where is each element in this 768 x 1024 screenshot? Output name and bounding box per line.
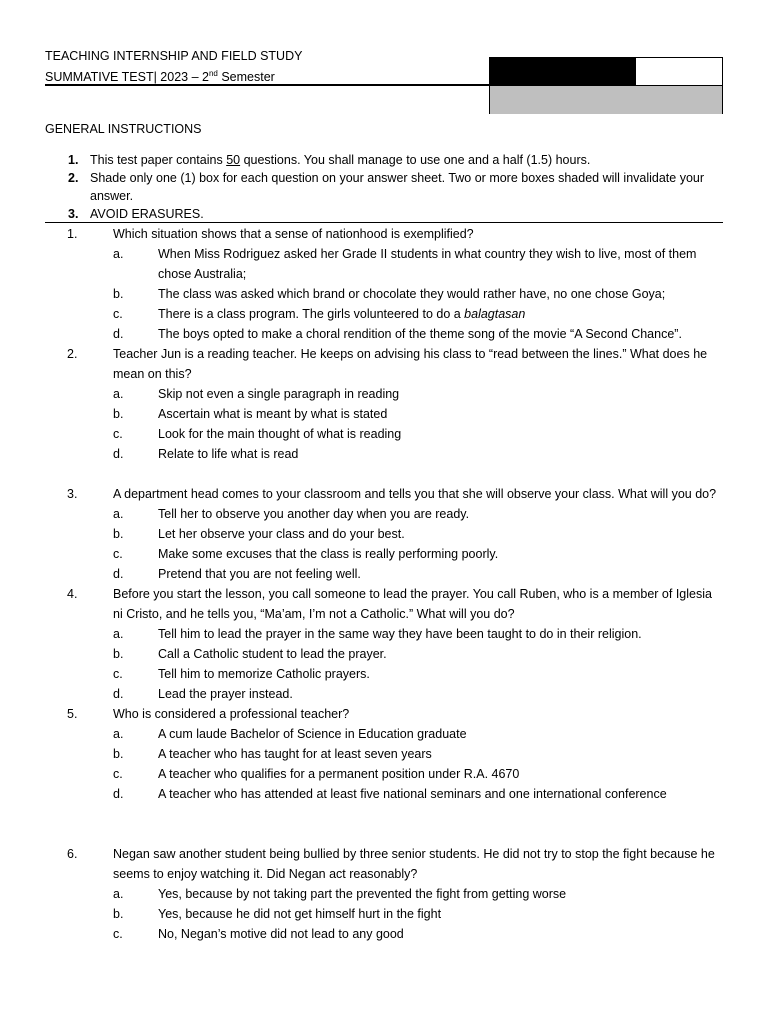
question-3: 3. A department head comes to your classroom and tells you that she will observe your class. What will you do? <box>67 487 717 501</box>
test-subtitle: SUMMATIVE TEST| 2023 – 2nd Semester <box>45 69 275 85</box>
instructions-list <box>45 151 725 223</box>
questions-divider <box>45 222 723 223</box>
course-title: TEACHING INTERNSHIP AND FIELD STUDY <box>45 49 303 63</box>
question-6: 6. Negan saw another student being bullied by three senior students. He did not try to stop the fight because he seems to enjoy watching it. Did Negan act reasonably? <box>67 847 715 881</box>
option: b. Call a Catholic student to lead the prayer. <box>113 647 387 661</box>
option: d. Pretend that you are not feeling well. <box>113 567 361 581</box>
option: b. A teacher who has taught for at least seven years <box>113 747 432 761</box>
option: a. Skip not even a single paragraph in reading <box>113 387 400 401</box>
option: a. When Miss Rodriguez asked her Grade II students in what country they wish to live, most of them chose Australia; <box>113 247 697 281</box>
option: a. Tell him to lead the prayer in the same way they have been taught to do in their religion. <box>113 627 642 641</box>
option: a. Yes, because by not taking part the prevented the fight from getting worse <box>113 887 567 901</box>
option: c. No, Negan’s motive did not lead to any good <box>113 927 404 941</box>
question-2: 2. Teacher Jun is a reading teacher. He keeps on advising his class to “read between the lines.” What does he mean on this? <box>67 347 708 381</box>
instruction-item: 3. AVOID ERASURES. <box>68 207 204 221</box>
question-4: 4. Before you start the lesson, you call someone to lead the prayer. You call Ruben, who is a member of Iglesia ni Cristo, and he tells you, “Ma’am, I’m not a Catholic.” What will you do? <box>67 587 712 621</box>
option: d. A teacher who has attended at least five national seminars and one international conference <box>113 787 667 801</box>
question-1: 1. Which situation shows that a sense of nationhood is exemplified? <box>67 227 474 241</box>
option: b. Ascertain what is meant by what is stated <box>113 407 388 421</box>
score-box <box>489 57 723 114</box>
option: c. There is a class program. The girls volunteered to do a balagtasan <box>113 307 526 321</box>
instruction-item: 1. This test paper contains 50 questions. You shall manage to use one and a half (1.5) hours. <box>68 153 591 167</box>
option: c. A teacher who qualifies for a permanent position under R.A. 4670 <box>113 767 520 781</box>
document-header <box>45 47 302 86</box>
option: b. The class was asked which brand or chocolate they would rather have, no one chose Goya; <box>113 287 666 301</box>
questions-list <box>45 224 725 944</box>
option: d. Lead the prayer instead. <box>113 687 293 701</box>
option: b. Let her observe your class and do your best. <box>113 527 405 541</box>
option: c. Look for the main thought of what is reading <box>113 427 402 441</box>
score-box-black-cell <box>490 58 636 85</box>
option: d. The boys opted to make a choral rendition of the theme song of the movie “A Second Chance”. <box>113 327 682 341</box>
option: c. Make some excuses that the class is really performing poorly. <box>113 547 499 561</box>
instruction-item: 2. Shade only one (1) box for each question on your answer sheet. Two or more boxes shaded will invalidate your answer. <box>68 171 705 203</box>
option: a. A cum laude Bachelor of Science in Education graduate <box>113 727 467 741</box>
option: a. Tell her to observe you another day when you are ready. <box>113 507 470 521</box>
score-box-gray-cell <box>490 85 722 114</box>
option: d. Relate to life what is read <box>113 447 299 461</box>
option: b. Yes, because he did not get himself hurt in the fight <box>113 907 442 921</box>
instructions-title: GENERAL INSTRUCTIONS <box>45 122 202 136</box>
question-5: 5. Who is considered a professional teacher? <box>67 707 350 721</box>
option: c. Tell him to memorize Catholic prayers. <box>113 667 370 681</box>
